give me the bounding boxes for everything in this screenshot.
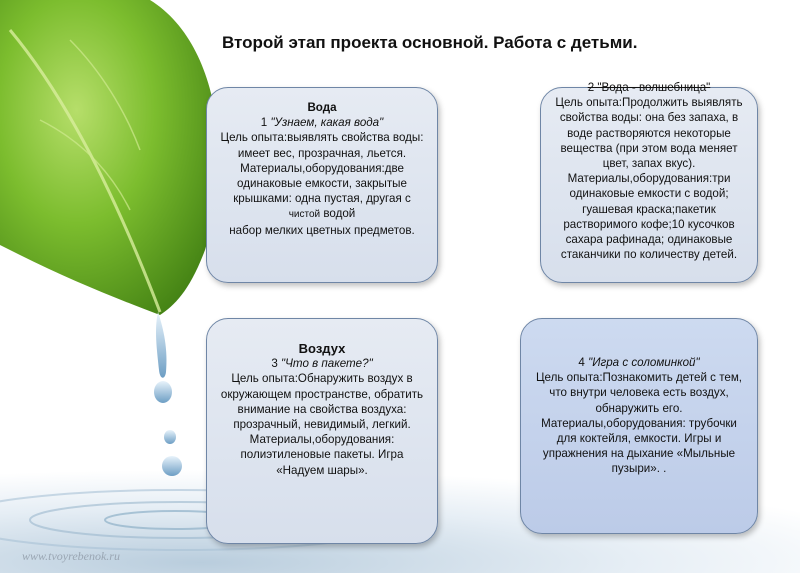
speech-bubble-air	[206, 318, 438, 544]
experiment-title: 2 "Вода - волшебница"	[587, 81, 711, 94]
experiment-goal: Цель опыта:выявлять свойства воды: имеет вес, прозрачная, льется.	[220, 131, 424, 160]
speech-bubble-water	[206, 87, 438, 283]
experiment-name: "Игра с соломинкой"	[588, 356, 700, 369]
experiment-materials: Материалы,оборудования: полиэтиленовые пакеты. Игра «Надуем шары».	[240, 433, 404, 477]
experiment-materials: Материалы,оборудования:две одинаковые емкости, закрытые крышками: одна пустая, другая с чистой водой	[233, 161, 411, 221]
experiment-goal: Цель опыта:Обнаружить воздух в окружающем пространстве, обратить внимание на свойства воздуха: прозрачный, невидимый, легкий.	[220, 372, 424, 432]
experiment-number: 3	[271, 357, 278, 371]
experiment-number: 1	[260, 116, 268, 130]
experiment-title	[531, 355, 747, 370]
bubble-heading: Воздух	[298, 341, 346, 356]
slide-title: Второй этап проекта основной. Работа с детьми.	[222, 33, 638, 52]
experiment-number: 4	[578, 356, 585, 369]
experiment-materials: Материалы,оборудования: трубочки для коктейля, емкости. Игры и упражнения на дыхание «Мыльные пузыри». .	[541, 416, 737, 476]
experiment-goal: Цель опыта:Продолжить выявлять свойства воды: она без запаха, в воде растворяются некоторые вещества (при этом вода меняет цвет, запах вкус).	[555, 96, 743, 171]
experiment-title	[217, 356, 427, 371]
speech-bubble-magic-water	[540, 81, 758, 283]
footer-url: www.tvoyrebenok.ru	[22, 549, 120, 563]
experiment-goal: Цель опыта:Познакомить детей с тем, что внутри человека есть воздух, обнаружить его.	[535, 371, 743, 415]
experiment-title	[217, 115, 427, 130]
bubble-heading: Вода	[307, 101, 337, 114]
experiment-name: "Что в пакете?"	[281, 357, 373, 371]
experiment-materials-extra: набор мелких цветных предметов.	[229, 223, 415, 237]
experiment-materials: Материалы,оборудования:три одинаковые емкости с водой; гуашевая краска;пакетик растворимого кофе;10 кусочков сахара рафинада; одинаковые стаканчики по количеству детей.	[560, 172, 738, 262]
speech-bubble-straw-game	[520, 318, 758, 534]
experiment-name: "Узнаем, какая вода"	[270, 116, 384, 130]
